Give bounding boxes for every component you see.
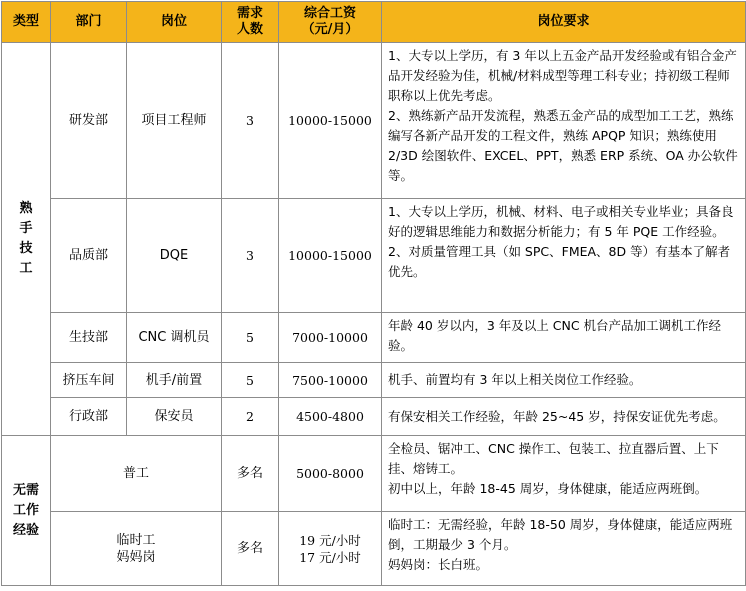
requirement-line: 有保安相关工作经验，年龄 25~45 岁，持保安证优先考虑。 [388, 408, 726, 424]
header-position: 岗位 [127, 2, 222, 43]
salary-cell: 7000-10000 [279, 313, 382, 363]
position-cell: 普工 [51, 436, 222, 512]
type-line: 工作 [12, 502, 39, 518]
header-salary-line: 综合工资 [303, 6, 356, 21]
requirement-line: 年龄 40 岁以内，3 年及以上 CNC 机台产品加工调机工作经验。 [388, 318, 722, 353]
header-salary [279, 2, 382, 43]
position-cell: CNC 调机员 [127, 313, 222, 363]
requirement-line: 机手、前置均有 3 年以上相关岗位工作经验。 [388, 372, 642, 387]
type-line: 无需 [12, 482, 39, 498]
position-cell: 项目工程师 [127, 43, 222, 199]
type-char: 手 [19, 221, 33, 236]
salary-line: 17 元/小时 [299, 549, 361, 565]
header-salary-line: （元/月） [301, 22, 359, 37]
requirements-cell [382, 43, 746, 199]
salary-cell: 5000-8000 [279, 436, 382, 512]
requirements-cell [382, 363, 746, 398]
header-dept: 部门 [51, 2, 127, 43]
position-cell: 机手/前置 [127, 363, 222, 398]
requirement-line: 妈妈岗：长白班。 [388, 557, 489, 572]
position-cell: 保安员 [127, 398, 222, 436]
salary-cell: 10000-15000 [279, 43, 382, 199]
header-row [2, 2, 746, 43]
recruitment-table [1, 1, 746, 586]
table-row [2, 363, 746, 398]
header-type: 类型 [2, 2, 51, 43]
dept-cell: 挤压车间 [51, 363, 127, 398]
requirements-cell [382, 398, 746, 436]
requirements-cell [382, 512, 746, 586]
requirement-line: 全检员、锯冲工、CNC 操作工、包装工、拉直器后置、上下挂、熔铸工。 [388, 441, 719, 476]
requirement-line: 2、对质量管理工具（如 SPC、FMEA、8D 等）有基本了解者优先。 [388, 244, 731, 279]
salary-cell: 4500-4800 [279, 398, 382, 436]
table-row [2, 512, 746, 586]
table-row [2, 436, 746, 512]
count-cell: 多名 [222, 436, 279, 512]
requirement-line: 临时工：无需经验，年龄 18-50 周岁，身体健康，能适应两班倒，工期最少 3 个月。 [388, 517, 733, 552]
type-char: 工 [19, 261, 33, 276]
requirement-line: 1、大专以上学历，有 3 年以上五金产品开发经验或有铝合金产品开发经验为佳，机械/材料成型等理工科专业；持初级工程师职称以上优先考虑。 [388, 48, 737, 103]
salary-cell [279, 512, 382, 586]
requirement-line: 初中以上，年龄 18-45 周岁，身体健康，能适应两班倒。 [388, 481, 708, 496]
dept-cell: 生技部 [51, 313, 127, 363]
count-cell: 2 [222, 398, 279, 436]
salary-cell: 10000-15000 [279, 199, 382, 313]
requirements-cell [382, 436, 746, 512]
type-cell-no-experience [2, 436, 51, 586]
position-line: 临时工 [116, 532, 156, 548]
requirements-cell [382, 199, 746, 313]
type-char: 熟 [19, 201, 33, 216]
count-cell: 3 [222, 43, 279, 199]
count-cell: 多名 [222, 512, 279, 586]
count-cell: 3 [222, 199, 279, 313]
position-cell [51, 512, 222, 586]
position-line: 妈妈岗 [116, 549, 156, 565]
dept-cell: 行政部 [51, 398, 127, 436]
position-cell: DQE [127, 199, 222, 313]
table-row [2, 313, 746, 363]
requirement-line: 2、熟练新产品开发流程，熟悉五金产品的成型加工工艺，熟练编写各新产品开发的工程文件，熟练 APQP 知识；熟练使用 2/3D 绘图软件、EXCEL、PPT，熟悉 ERP 系统、OA 办公软件等。 [388, 108, 738, 183]
dept-cell: 研发部 [51, 43, 127, 199]
type-line: 经验 [12, 522, 39, 538]
count-cell: 5 [222, 363, 279, 398]
type-char: 技 [19, 241, 33, 256]
requirements-cell [382, 313, 746, 363]
type-cell-skilled [2, 43, 51, 436]
header-demand [222, 2, 279, 43]
header-demand-line: 需求 [236, 6, 263, 21]
table-row [2, 199, 746, 313]
header-requirements: 岗位要求 [382, 2, 746, 43]
table-row [2, 398, 746, 436]
table-row [2, 43, 746, 199]
salary-line: 19 元/小时 [299, 532, 361, 548]
requirement-line: 1、大专以上学历，机械、材料、电子或相关专业毕业；具备良好的逻辑思维能力和数据分析能力；有 5 年 PQE 工作经验。 [388, 204, 734, 239]
header-demand-line: 人数 [236, 22, 263, 37]
count-cell: 5 [222, 313, 279, 363]
dept-cell: 品质部 [51, 199, 127, 313]
salary-cell: 7500-10000 [279, 363, 382, 398]
